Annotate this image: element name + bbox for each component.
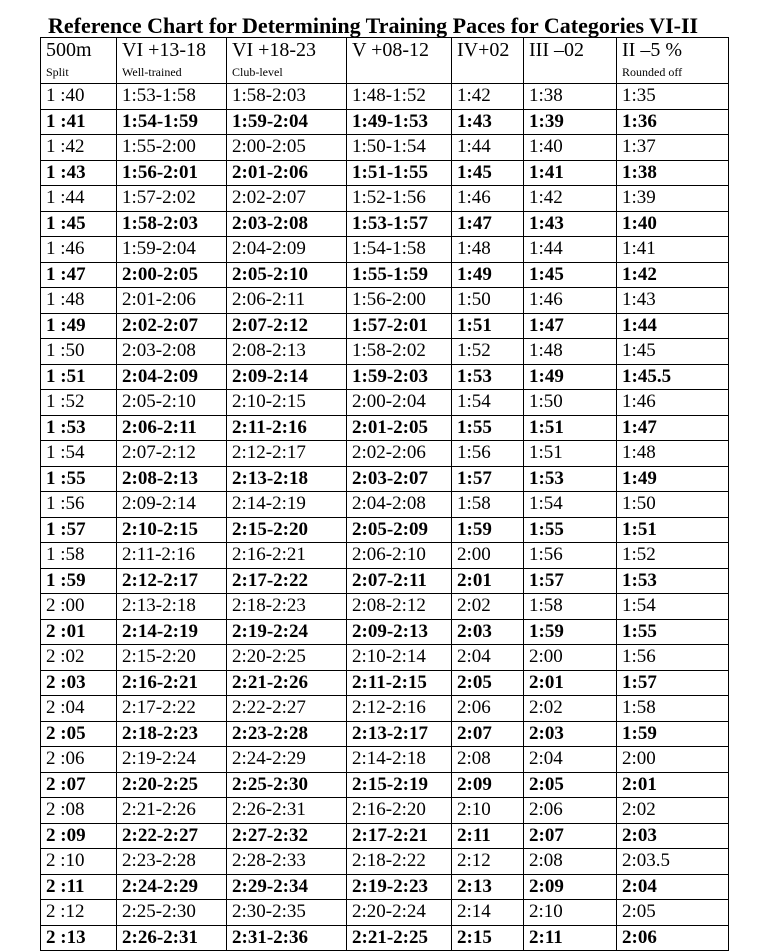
cell-iii: 1:55 (524, 517, 617, 543)
cell-vi-club-level: 2:27-2:32 (227, 823, 347, 849)
cell-iii: 1:47 (524, 313, 617, 339)
cell-ii: 1:54 (617, 594, 729, 620)
cell-ii: 1:45 (617, 339, 729, 365)
cell-vi-well-trained: 2:14-2:19 (117, 619, 227, 645)
header-sublabel: Well-trained (122, 65, 182, 79)
cell-vi-club-level: 2:31-2:36 (227, 925, 347, 951)
cell-split: 2 :07 (41, 772, 117, 798)
cell-iv: 2:12 (452, 849, 524, 875)
cell-iii: 1:51 (524, 415, 617, 441)
cell-v: 2:02-2:06 (347, 441, 452, 467)
cell-vi-well-trained: 2:19-2:24 (117, 747, 227, 773)
cell-iii: 1:58 (524, 594, 617, 620)
cell-split: 1 :50 (41, 339, 117, 365)
cell-vi-club-level: 1:59-2:04 (227, 109, 347, 135)
cell-iii: 2:06 (524, 798, 617, 824)
table-row (41, 721, 729, 747)
cell-split: 2 :12 (41, 900, 117, 926)
table-row (41, 517, 729, 543)
cell-iv: 1:49 (452, 262, 524, 288)
cell-iii: 1:44 (524, 237, 617, 263)
cell-vi-well-trained: 1:58-2:03 (117, 211, 227, 237)
cell-vi-club-level: 2:14-2:19 (227, 492, 347, 518)
cell-vi-well-trained: 2:02-2:07 (117, 313, 227, 339)
cell-vi-club-level: 2:30-2:35 (227, 900, 347, 926)
cell-v: 2:17-2:21 (347, 823, 452, 849)
cell-v: 1:49-1:53 (347, 109, 452, 135)
cell-split: 1 :54 (41, 441, 117, 467)
cell-ii: 1:42 (617, 262, 729, 288)
table-row (41, 313, 729, 339)
cell-ii: 2:03 (617, 823, 729, 849)
cell-v: 1:57-2:01 (347, 313, 452, 339)
cell-split: 1 :57 (41, 517, 117, 543)
cell-v: 2:16-2:20 (347, 798, 452, 824)
cell-iii: 1:53 (524, 466, 617, 492)
cell-v: 1:52-1:56 (347, 186, 452, 212)
cell-vi-well-trained: 2:13-2:18 (117, 594, 227, 620)
cell-iii: 1:54 (524, 492, 617, 518)
cell-iii: 1:48 (524, 339, 617, 365)
cell-vi-club-level: 2:28-2:33 (227, 849, 347, 875)
header-label: VI +13-18 (122, 39, 207, 61)
cell-v: 2:15-2:19 (347, 772, 452, 798)
cell-split: 1 :53 (41, 415, 117, 441)
table-row (41, 925, 729, 951)
cell-iv: 2:03 (452, 619, 524, 645)
cell-iv: 1:58 (452, 492, 524, 518)
cell-ii: 1:41 (617, 237, 729, 263)
cell-vi-well-trained: 2:15-2:20 (117, 645, 227, 671)
header-cell-iii (524, 38, 617, 84)
cell-split: 2 :00 (41, 594, 117, 620)
cell-vi-well-trained: 2:08-2:13 (117, 466, 227, 492)
cell-v: 2:08-2:12 (347, 594, 452, 620)
cell-vi-well-trained: 2:26-2:31 (117, 925, 227, 951)
cell-vi-club-level: 2:02-2:07 (227, 186, 347, 212)
cell-iv: 1:51 (452, 313, 524, 339)
cell-iii: 2:01 (524, 670, 617, 696)
cell-vi-club-level: 1:58-2:03 (227, 84, 347, 110)
header-sublabel: Rounded off (622, 65, 683, 79)
table-row (41, 364, 729, 390)
cell-v: 2:20-2:24 (347, 900, 452, 926)
table-row (41, 670, 729, 696)
cell-split: 2 :04 (41, 696, 117, 722)
cell-iii: 1:38 (524, 84, 617, 110)
cell-vi-club-level: 2:15-2:20 (227, 517, 347, 543)
cell-vi-well-trained: 2:03-2:08 (117, 339, 227, 365)
cell-iv: 1:43 (452, 109, 524, 135)
table-row (41, 568, 729, 594)
header-cell-vi-club-level (227, 38, 347, 84)
table-row (41, 160, 729, 186)
table-row (41, 109, 729, 135)
cell-v: 2:04-2:08 (347, 492, 452, 518)
cell-ii: 2:01 (617, 772, 729, 798)
cell-iv: 1:59 (452, 517, 524, 543)
cell-ii: 1:48 (617, 441, 729, 467)
cell-v: 1:59-2:03 (347, 364, 452, 390)
cell-vi-club-level: 2:12-2:17 (227, 441, 347, 467)
header-label: III –02 (529, 39, 584, 61)
header-label: V +08-12 (352, 39, 430, 61)
cell-v: 2:05-2:09 (347, 517, 452, 543)
cell-iii: 1:46 (524, 288, 617, 314)
cell-vi-club-level: 2:01-2:06 (227, 160, 347, 186)
cell-vi-club-level: 2:18-2:23 (227, 594, 347, 620)
cell-ii: 1:36 (617, 109, 729, 135)
cell-iii: 1:41 (524, 160, 617, 186)
table-row (41, 390, 729, 416)
cell-ii: 2:06 (617, 925, 729, 951)
cell-vi-well-trained: 1:57-2:02 (117, 186, 227, 212)
cell-iii: 1:40 (524, 135, 617, 161)
cell-iii: 2:07 (524, 823, 617, 849)
cell-v: 1:55-1:59 (347, 262, 452, 288)
cell-vi-club-level: 2:10-2:15 (227, 390, 347, 416)
table-row (41, 645, 729, 671)
cell-ii: 1:58 (617, 696, 729, 722)
table-row (41, 441, 729, 467)
cell-vi-club-level: 2:06-2:11 (227, 288, 347, 314)
cell-vi-well-trained: 2:07-2:12 (117, 441, 227, 467)
cell-iv: 2:10 (452, 798, 524, 824)
cell-ii: 2:05 (617, 900, 729, 926)
cell-vi-club-level: 2:08-2:13 (227, 339, 347, 365)
table-row (41, 339, 729, 365)
cell-ii: 1:50 (617, 492, 729, 518)
cell-split: 1 :49 (41, 313, 117, 339)
cell-ii: 1:40 (617, 211, 729, 237)
cell-v: 2:06-2:10 (347, 543, 452, 569)
cell-iii: 1:56 (524, 543, 617, 569)
cell-iii: 1:50 (524, 390, 617, 416)
cell-vi-club-level: 2:07-2:12 (227, 313, 347, 339)
cell-split: 2 :10 (41, 849, 117, 875)
cell-iv: 1:52 (452, 339, 524, 365)
table-row (41, 415, 729, 441)
cell-split: 2 :03 (41, 670, 117, 696)
cell-v: 2:10-2:14 (347, 645, 452, 671)
table-row (41, 874, 729, 900)
cell-vi-club-level: 2:05-2:10 (227, 262, 347, 288)
cell-ii: 1:45.5 (617, 364, 729, 390)
cell-vi-well-trained: 2:01-2:06 (117, 288, 227, 314)
header-label: 500m (46, 39, 92, 61)
cell-iv: 2:01 (452, 568, 524, 594)
header-cell-ii (617, 38, 729, 84)
cell-vi-well-trained: 2:24-2:29 (117, 874, 227, 900)
cell-iv: 1:56 (452, 441, 524, 467)
cell-ii: 1:38 (617, 160, 729, 186)
cell-v: 2:00-2:04 (347, 390, 452, 416)
cell-ii: 2:04 (617, 874, 729, 900)
cell-iii: 2:05 (524, 772, 617, 798)
cell-ii: 1:43 (617, 288, 729, 314)
table-row (41, 262, 729, 288)
cell-ii: 1:46 (617, 390, 729, 416)
cell-v: 2:09-2:13 (347, 619, 452, 645)
cell-iv: 1:44 (452, 135, 524, 161)
cell-v: 1:53-1:57 (347, 211, 452, 237)
cell-split: 1 :59 (41, 568, 117, 594)
cell-v: 1:50-1:54 (347, 135, 452, 161)
cell-iii: 1:43 (524, 211, 617, 237)
cell-vi-well-trained: 1:53-1:58 (117, 84, 227, 110)
cell-vi-club-level: 2:04-2:09 (227, 237, 347, 263)
table-row (41, 849, 729, 875)
cell-iv: 2:11 (452, 823, 524, 849)
cell-split: 2 :09 (41, 823, 117, 849)
cell-iv: 2:15 (452, 925, 524, 951)
cell-v: 1:56-2:00 (347, 288, 452, 314)
cell-vi-well-trained: 1:55-2:00 (117, 135, 227, 161)
cell-vi-well-trained: 2:12-2:17 (117, 568, 227, 594)
cell-split: 1 :51 (41, 364, 117, 390)
cell-split: 2 :06 (41, 747, 117, 773)
cell-iv: 2:14 (452, 900, 524, 926)
cell-vi-well-trained: 2:23-2:28 (117, 849, 227, 875)
cell-iv: 1:47 (452, 211, 524, 237)
table-row (41, 772, 729, 798)
cell-iv: 1:48 (452, 237, 524, 263)
cell-split: 1 :45 (41, 211, 117, 237)
cell-ii: 1:35 (617, 84, 729, 110)
cell-vi-club-level: 2:22-2:27 (227, 696, 347, 722)
cell-iv: 1:50 (452, 288, 524, 314)
cell-v: 2:14-2:18 (347, 747, 452, 773)
header-label: VI +18-23 (232, 39, 317, 61)
cell-iii: 1:49 (524, 364, 617, 390)
cell-v: 2:03-2:07 (347, 466, 452, 492)
table-row (41, 900, 729, 926)
table-row (41, 466, 729, 492)
cell-vi-club-level: 2:09-2:14 (227, 364, 347, 390)
table-row (41, 823, 729, 849)
cell-iv: 2:05 (452, 670, 524, 696)
cell-iv: 1:46 (452, 186, 524, 212)
table-row (41, 798, 729, 824)
cell-v: 2:12-2:16 (347, 696, 452, 722)
cell-vi-well-trained: 2:16-2:21 (117, 670, 227, 696)
table-row (41, 594, 729, 620)
cell-iii: 2:02 (524, 696, 617, 722)
pace-table (40, 37, 729, 951)
cell-vi-well-trained: 2:22-2:27 (117, 823, 227, 849)
cell-iv: 1:57 (452, 466, 524, 492)
header-cell-v (347, 38, 452, 84)
cell-vi-club-level: 2:20-2:25 (227, 645, 347, 671)
cell-vi-well-trained: 2:11-2:16 (117, 543, 227, 569)
cell-split: 1 :55 (41, 466, 117, 492)
header-cell-split (41, 38, 117, 84)
cell-split: 2 :11 (41, 874, 117, 900)
cell-vi-well-trained: 2:10-2:15 (117, 517, 227, 543)
cell-iii: 1:51 (524, 441, 617, 467)
table-row (41, 237, 729, 263)
cell-iii: 2:08 (524, 849, 617, 875)
cell-vi-well-trained: 2:25-2:30 (117, 900, 227, 926)
cell-vi-club-level: 2:26-2:31 (227, 798, 347, 824)
cell-iii: 1:59 (524, 619, 617, 645)
cell-split: 1 :46 (41, 237, 117, 263)
cell-vi-club-level: 2:11-2:16 (227, 415, 347, 441)
cell-iv: 2:07 (452, 721, 524, 747)
cell-vi-club-level: 2:25-2:30 (227, 772, 347, 798)
cell-iii: 2:00 (524, 645, 617, 671)
cell-vi-club-level: 2:23-2:28 (227, 721, 347, 747)
table-row (41, 492, 729, 518)
cell-vi-club-level: 2:16-2:21 (227, 543, 347, 569)
cell-split: 1 :52 (41, 390, 117, 416)
table-row (41, 747, 729, 773)
cell-ii: 1:53 (617, 568, 729, 594)
cell-split: 1 :58 (41, 543, 117, 569)
cell-vi-well-trained: 1:54-1:59 (117, 109, 227, 135)
cell-vi-well-trained: 2:00-2:05 (117, 262, 227, 288)
cell-vi-club-level: 2:17-2:22 (227, 568, 347, 594)
cell-ii: 1:52 (617, 543, 729, 569)
cell-vi-club-level: 2:21-2:26 (227, 670, 347, 696)
cell-ii: 1:57 (617, 670, 729, 696)
header-label: II –5 % (622, 39, 682, 61)
cell-iv: 1:45 (452, 160, 524, 186)
cell-split: 2 :13 (41, 925, 117, 951)
cell-split: 1 :44 (41, 186, 117, 212)
cell-vi-well-trained: 2:04-2:09 (117, 364, 227, 390)
cell-vi-club-level: 2:13-2:18 (227, 466, 347, 492)
cell-split: 1 :43 (41, 160, 117, 186)
table-row (41, 543, 729, 569)
cell-iii: 1:42 (524, 186, 617, 212)
cell-ii: 1:39 (617, 186, 729, 212)
cell-v: 2:07-2:11 (347, 568, 452, 594)
cell-ii: 1:49 (617, 466, 729, 492)
cell-ii: 1:59 (617, 721, 729, 747)
header-label: IV+02 (457, 39, 510, 61)
cell-vi-well-trained: 2:06-2:11 (117, 415, 227, 441)
cell-split: 1 :40 (41, 84, 117, 110)
header-cell-vi-well-trained (117, 38, 227, 84)
cell-split: 1 :48 (41, 288, 117, 314)
header-sublabel: Split (46, 65, 69, 79)
cell-vi-well-trained: 1:56-2:01 (117, 160, 227, 186)
cell-vi-club-level: 2:24-2:29 (227, 747, 347, 773)
cell-split: 1 :42 (41, 135, 117, 161)
header-cell-iv (452, 38, 524, 84)
cell-ii: 1:37 (617, 135, 729, 161)
cell-vi-club-level: 2:19-2:24 (227, 619, 347, 645)
cell-vi-well-trained: 1:59-2:04 (117, 237, 227, 263)
cell-vi-well-trained: 2:18-2:23 (117, 721, 227, 747)
cell-ii: 1:44 (617, 313, 729, 339)
table-row (41, 288, 729, 314)
cell-vi-well-trained: 2:21-2:26 (117, 798, 227, 824)
cell-iii: 2:11 (524, 925, 617, 951)
cell-v: 2:01-2:05 (347, 415, 452, 441)
cell-v: 1:58-2:02 (347, 339, 452, 365)
cell-v: 2:13-2:17 (347, 721, 452, 747)
cell-ii: 2:00 (617, 747, 729, 773)
cell-iv: 2:13 (452, 874, 524, 900)
cell-split: 2 :05 (41, 721, 117, 747)
cell-ii: 2:02 (617, 798, 729, 824)
cell-iv: 2:08 (452, 747, 524, 773)
cell-ii: 1:47 (617, 415, 729, 441)
cell-iii: 2:04 (524, 747, 617, 773)
cell-v: 1:54-1:58 (347, 237, 452, 263)
table-body (41, 84, 729, 951)
cell-v: 2:11-2:15 (347, 670, 452, 696)
cell-iii: 2:03 (524, 721, 617, 747)
cell-iv: 1:54 (452, 390, 524, 416)
cell-iii: 2:09 (524, 874, 617, 900)
cell-ii: 1:51 (617, 517, 729, 543)
cell-vi-club-level: 2:03-2:08 (227, 211, 347, 237)
cell-split: 1 :56 (41, 492, 117, 518)
table-row (41, 135, 729, 161)
cell-iv: 2:04 (452, 645, 524, 671)
cell-iii: 1:57 (524, 568, 617, 594)
header-row (41, 38, 729, 84)
cell-split: 2 :02 (41, 645, 117, 671)
table-row (41, 84, 729, 110)
table-row (41, 186, 729, 212)
cell-v: 1:51-1:55 (347, 160, 452, 186)
table-row (41, 696, 729, 722)
cell-vi-well-trained: 2:20-2:25 (117, 772, 227, 798)
cell-split: 2 :01 (41, 619, 117, 645)
cell-iv: 2:09 (452, 772, 524, 798)
cell-iii: 2:10 (524, 900, 617, 926)
cell-iv: 1:53 (452, 364, 524, 390)
cell-iv: 1:55 (452, 415, 524, 441)
cell-v: 2:19-2:23 (347, 874, 452, 900)
header-sublabel: Club-level (232, 65, 283, 79)
cell-vi-club-level: 2:29-2:34 (227, 874, 347, 900)
cell-iv: 2:02 (452, 594, 524, 620)
cell-iv: 1:42 (452, 84, 524, 110)
cell-iii: 1:39 (524, 109, 617, 135)
document-title: Reference Chart for Determining Training Paces for Categories VI-II (48, 13, 699, 38)
cell-iv: 2:00 (452, 543, 524, 569)
cell-split: 1 :47 (41, 262, 117, 288)
cell-v: 1:48-1:52 (347, 84, 452, 110)
cell-ii: 1:56 (617, 645, 729, 671)
cell-split: 1 :41 (41, 109, 117, 135)
cell-vi-club-level: 2:00-2:05 (227, 135, 347, 161)
cell-v: 2:21-2:25 (347, 925, 452, 951)
cell-vi-well-trained: 2:17-2:22 (117, 696, 227, 722)
cell-vi-well-trained: 2:09-2:14 (117, 492, 227, 518)
cell-vi-well-trained: 2:05-2:10 (117, 390, 227, 416)
cell-ii: 1:55 (617, 619, 729, 645)
cell-iv: 2:06 (452, 696, 524, 722)
cell-split: 2 :08 (41, 798, 117, 824)
table-row (41, 619, 729, 645)
cell-ii: 2:03.5 (617, 849, 729, 875)
cell-iii: 1:45 (524, 262, 617, 288)
cell-v: 2:18-2:22 (347, 849, 452, 875)
table-row (41, 211, 729, 237)
